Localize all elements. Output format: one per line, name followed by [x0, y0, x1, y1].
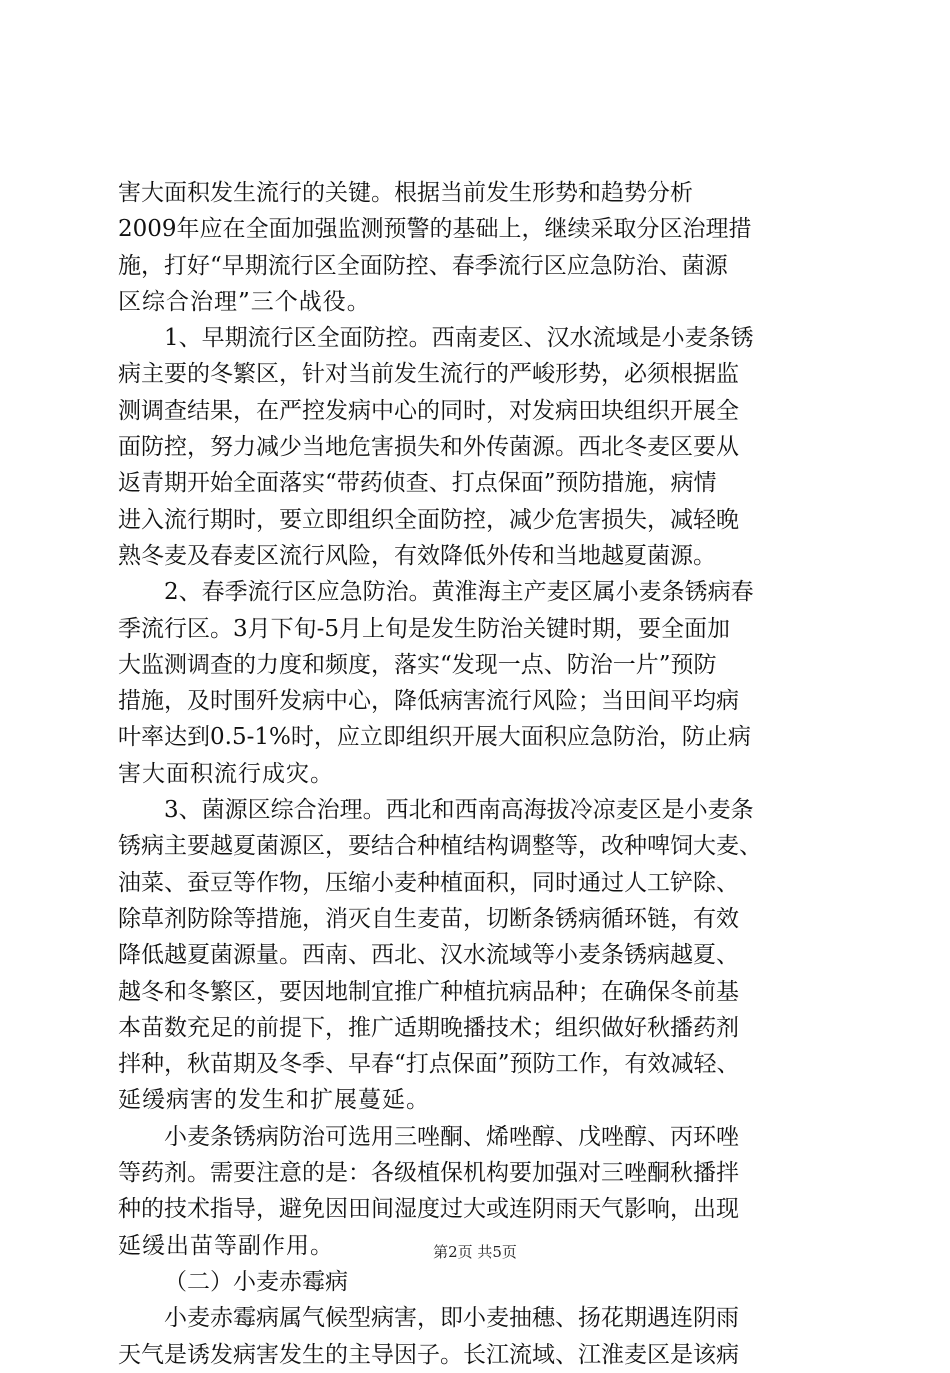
section-heading: （二）小麦赤霉病 — [164, 1268, 348, 1295]
text-line: 大监测调查的力度和频度，落实“发现一点、防治一片”预防 — [118, 651, 717, 678]
text-line: 天气是诱发病害发生的主导因子。长江流域、江淮麦区是该病 — [118, 1341, 739, 1368]
body-text — [118, 175, 838, 1373]
text-line: 种的技术指导，避免因田间湿度过大或连阴雨天气影响，出现 — [118, 1196, 739, 1223]
text-line: 面防控，努力减少当地危害损失和外传菌源。西北冬麦区要从 — [118, 434, 739, 461]
text-line: 季流行区。3月下旬-5月上旬是发生防治关键时期，要全面加 — [118, 615, 731, 642]
text-line: 进入流行期时，要立即组织全面防控，减少危害损失，减轻晚 — [118, 506, 739, 533]
text-line: 除草剂防除等措施，消灭自生麦苗，切断条锈病循环链，有效 — [118, 905, 739, 932]
text-line: 本苗数充足的前提下，推广适期晚播技术；组织做好秋播药剂 — [118, 1014, 739, 1041]
paragraph-first-line: 1、早期流行区全面防控。西南麦区、汉水流域是小麦条锈 — [164, 325, 754, 352]
paragraph-first-line: 小麦条锈病防治可选用三唑酮、烯唑醇、戊唑醇、丙环唑 — [164, 1123, 739, 1150]
text-line: 测调查结果，在严控发病中心的同时，对发病田块组织开展全 — [118, 397, 739, 424]
paragraph-first-line: 3、菌源区综合治理。西北和西南高海拔冷凉麦区是小麦条 — [164, 797, 754, 824]
text-line: 病主要的冬繁区，针对当前发生流行的严峻形势，必须根据监 — [118, 361, 739, 388]
text-line: 2009年应在全面加强监测预警的基础上，继续采取分区治理措 — [118, 216, 752, 243]
text-line: 等药剂。需要注意的是：各级植保机构要加强对三唑酮秋播拌 — [118, 1160, 739, 1187]
text-line: 区综合治理”三个战役。 — [118, 288, 371, 315]
text-line: 施，打好“早期流行区全面防控、春季流行区应急防治、菌源 — [118, 252, 728, 279]
text-line: 延缓出苗等副作用。 — [118, 1232, 334, 1259]
text-line: 锈病主要越夏菌源区，要结合种植结构调整等，改种啤饲大麦、 — [118, 833, 762, 860]
text-line: 油菜、蚕豆等作物，压缩小麦种植面积，同时通过人工铲除、 — [118, 869, 739, 896]
page-footer: 第2页 共5页 — [433, 1243, 517, 1261]
text-line: 降低越夏菌源量。西南、西北、汉水流域等小麦条锈病越夏、 — [118, 942, 739, 969]
text-line: 拌种，秋苗期及冬季、早春“打点保面”预防工作，有效减轻、 — [118, 1051, 740, 1078]
text-line: 害大面积流行成灾。 — [118, 760, 334, 787]
text-line: 害大面积发生流行的关键。根据当前发生形势和趋势分析 — [118, 180, 693, 206]
text-line: 越冬和冬繁区，要因地制宜推广种植抗病品种；在确保冬前基 — [118, 978, 739, 1005]
paragraph-first-line: 2、春季流行区应急防治。黄淮海主产麦区属小麦条锈病春 — [164, 579, 754, 606]
text-line: 叶率达到0.5-1%时，应立即组织开展大面积应急防治，防止病 — [118, 724, 751, 751]
text-line: 措施，及时围歼发病中心，降低病害流行风险；当田间平均病 — [118, 688, 739, 715]
text-line: 返青期开始全面落实“带药侦查、打点保面”预防措施，病情 — [118, 470, 717, 497]
paragraph-first-line: 小麦赤霉病属气候型病害，即小麦抽穗、扬花期遇连阴雨 — [164, 1305, 739, 1332]
text-line: 熟冬麦及春麦区流行风险，有效降低外传和当地越夏菌源。 — [118, 542, 716, 569]
text-line: 延缓病害的发生和扩展蔓延。 — [118, 1087, 430, 1114]
